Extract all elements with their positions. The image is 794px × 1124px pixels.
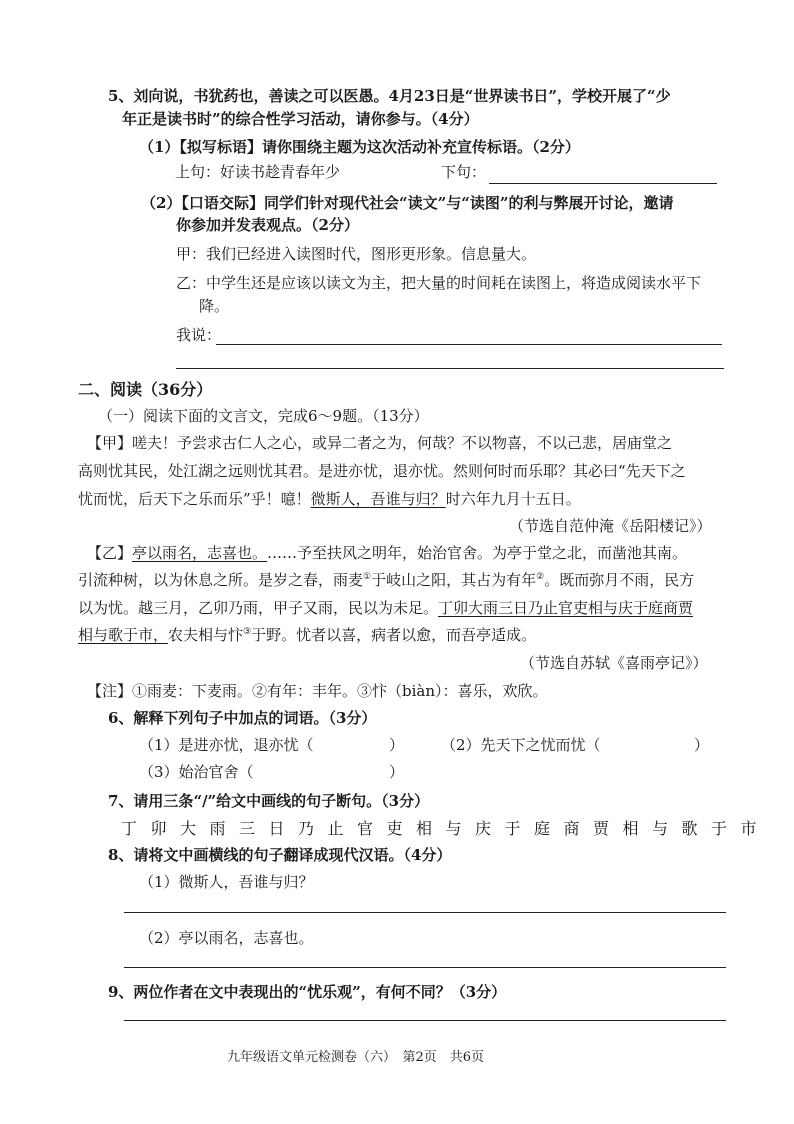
passage-yi-line4 <box>78 625 536 645</box>
q5-line1: 5、刘向说，书犹药也，善读之可以医愚。4月23日是“世界读书日”，学校开展了“少 <box>108 87 671 105</box>
q5-sub2-line2: 你参加并发表观点。（2分） <box>176 216 359 234</box>
passage-yi-text: 。既而弥月不雨，民方 <box>544 571 695 589</box>
passage-jia-line1: 【甲】嗟夫！予尝求古仁人之心，或异二者之为，何哉？不以物喜，不以己悲，居庙堂之 <box>87 434 673 452</box>
q8-answer-line-1[interactable] <box>124 912 726 913</box>
q6-item-3: （3）始治官舍（ <box>139 763 254 781</box>
passage-yi-text: 农夫相与忭 <box>168 626 244 644</box>
passage-jia-line2: 高则忧其民，处江湖之远则忧其君。是进亦忧，退亦忧。然则何时而乐耶？其必曰“先天下之 <box>78 462 686 480</box>
q6-item-1-close: ） <box>389 736 405 754</box>
passage-yi-label: 【乙】 <box>87 544 133 562</box>
q5-sub1: （1）【拟写标语】请你围绕主题为这次活动补充宣传标语。（2分） <box>139 138 580 156</box>
q5-jia: 甲：我们已经进入读图时代，图形更形象。信息量大。 <box>176 245 537 263</box>
passage-jia-text: 忧而忧，后天下之乐而乐”乎！噫！ <box>78 490 311 508</box>
passage-yi-line2 <box>78 570 694 590</box>
q6-item-2: （2）先天下之忧而忧（ <box>441 736 601 754</box>
underlined-sentence-q7: 丁卯大雨三日乃止官吏相与庆于庭商贾 <box>438 599 694 617</box>
q5-yi-line2: 降。 <box>199 297 230 315</box>
q5-lower-answer-line[interactable] <box>489 183 717 184</box>
q8-title: 8、请将文中画横线的句子翻译成现代汉语。（4分） <box>108 846 452 864</box>
note-marker-1: ① <box>363 572 372 582</box>
note-marker-2: ② <box>536 572 545 582</box>
passage-yi-text: 于野。忧者以喜，病者以愈，而吾亭适成。 <box>251 626 537 644</box>
passage-yi-text: 引流种树，以为休息之所。是岁之春，雨麦 <box>78 571 364 589</box>
section2-part1: （一）阅读下面的文言文，完成6～9题。（13分） <box>98 407 429 425</box>
passage-jia-source: （节选自范仲淹《岳阳楼记》） <box>509 517 712 535</box>
q6-item-1: （1）是进亦忧，退亦忧（ <box>139 736 314 754</box>
q6-item-2-close: ） <box>694 736 710 754</box>
passage-yi-text: 以为忧。越三月，乙卯乃雨，甲子又雨，民以为未足。 <box>78 599 439 617</box>
q7-title: 7、请用三条“/”给文中画线的句子断句。（3分） <box>108 792 430 810</box>
q5-line2: 年正是读书时”的综合性学习活动，请你参与。（4分） <box>122 110 479 128</box>
q8-answer-line-2[interactable] <box>124 967 726 968</box>
passage-yi-text: ……予至扶风之明年，始治官舍。为亭于堂之北，而凿池其南。 <box>267 544 688 562</box>
passage-yi-source: （节选自苏轼《喜雨亭记》） <box>520 654 708 672</box>
q5-wo-label: 我说： <box>176 326 222 344</box>
underlined-sentence-jia: 微斯人，吾谁与归？ <box>310 490 446 508</box>
q5-lower-label: 下句： <box>441 163 487 181</box>
q7-sentence: 丁卯大雨三日乃止官吏相与庆于庭商贾相与歌于市 <box>121 819 771 838</box>
q5-upper-line: 上句：好读书趁青春年少 <box>175 163 341 181</box>
q8-sentence-1: （1）微斯人，吾谁与归？ <box>139 873 314 891</box>
page-footer: 九年级语文单元检测卷（六） 第2页 共6页 <box>227 1050 485 1065</box>
q9-answer-line[interactable] <box>124 1020 726 1021</box>
q5-yi-line1: 乙：中学生还是应该以读文为主，把大量的时间耗在读图上，将造成阅读水平下 <box>176 274 702 292</box>
section2-title: 二、阅读（36分） <box>78 380 213 399</box>
underlined-sentence-q7-end: 相与歌于市， <box>78 626 169 644</box>
annotation-note: 【注】①雨麦：下麦雨。②有年：丰年。③忭（biàn）：喜乐，欢欣。 <box>87 682 548 700</box>
passage-yi-text: 于岐山之阳，其占为有年 <box>371 571 537 589</box>
passage-jia-line3 <box>78 489 581 509</box>
q5-wo-answer-line-2[interactable] <box>176 368 724 369</box>
underlined-sentence-yi: 亭以雨名，志喜也。 <box>132 544 268 562</box>
q9-title: 9、两位作者在文中表现出的“忧乐观”，有何不同？（3分） <box>108 983 507 1001</box>
passage-yi-line1 <box>87 543 687 563</box>
q8-sentence-2: （2）亭以雨名，志喜也。 <box>139 929 314 947</box>
q5-wo-answer-line-1[interactable] <box>216 344 722 345</box>
note-marker-3: ③ <box>243 627 252 637</box>
passage-jia-text-end: 时六年九月十五日。 <box>445 490 581 508</box>
q5-sub2-line1: （2）【口语交际】同学们针对现代社会“读文”与“读图”的利与弊展开讨论，邀请 <box>141 194 674 212</box>
q6-title: 6、解释下列句子中加点的词语。（3分） <box>108 709 377 727</box>
q6-item-3-close: ） <box>389 763 405 781</box>
passage-yi-line3 <box>78 598 693 618</box>
